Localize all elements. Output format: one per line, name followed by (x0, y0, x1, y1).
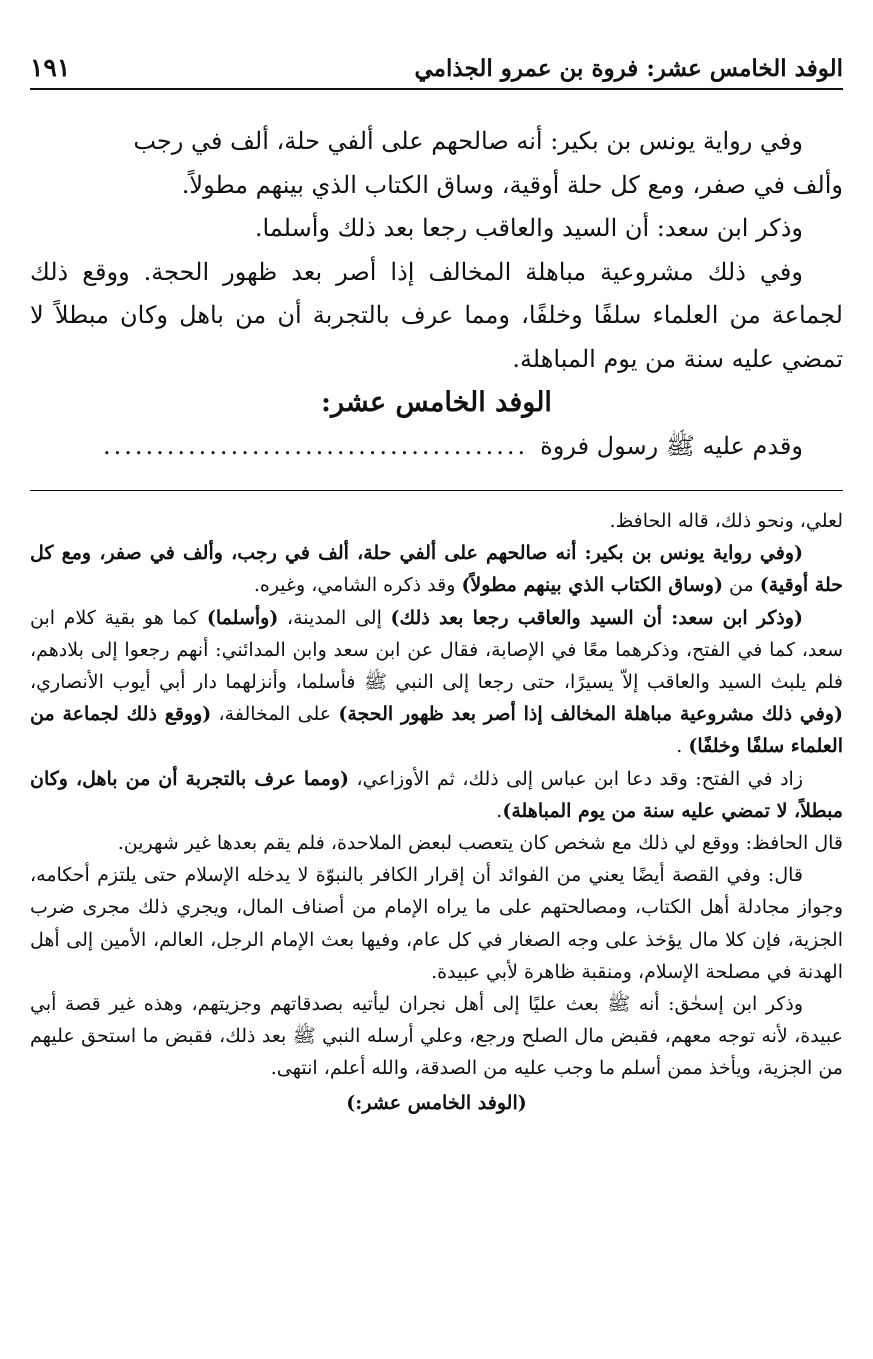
quoted-text: (وأسلما) (206, 606, 279, 629)
commentary-text: من (722, 574, 760, 597)
commentary-para-7: وذكر ابن إسحٰق: أنه ﷺ بعث عليًا إلى أهل نجران ليأتيه بصدقاتهم وجزيتهم، وهذه غير قصة أبي عبيدة، لأنه توجه معهم، فقبض مال الصلح ورجع، وعلي أرسله النبي ﷺ بعد ذلك، فقبض ما استحق عليهم من الجزية، ويأخذ ممن أسلم ما وجب عليه من الصدقة، والله أعلم، انتهى. (30, 993, 843, 1080)
commentary-text: زاد في الفتح: وقد دعا ابن عباس إلى ذلك، ثم الأوزاعي، (349, 767, 804, 790)
commentary-text: على المخالفة، (211, 703, 339, 726)
commentary (30, 505, 843, 1119)
quoted-text: (وفي ذلك مشروعية مباهلة المخالف إذا أصر بعد ظهور الحجة) (338, 703, 843, 726)
footnote-divider (30, 490, 843, 491)
main-paragraph-1b: وألف في صفر، ومع كل حلة أوقية، وساق الكتاب الذي بينهم مطولاً. (181, 170, 843, 199)
commentary-para-5: قال الحافظ: ووقع لي ذلك مع شخص كان يتعصب لبعض الملاحدة، فلم يقم بعدها غير شهرين. (117, 832, 843, 855)
commentary-text: إلى المدينة، (278, 606, 391, 629)
catchline (30, 425, 843, 469)
commentary-text: وقد ذكره الشامي، وغيره. (253, 574, 462, 597)
quoted-text: (ومما عرف بالتجربة أن من باهل، وكان مبطلاً، لا تمضي عليه سنة من يوم المباهلة) (30, 767, 843, 822)
commentary-para-1: لعلي، ونحو ذلك، قاله الحافظ. (609, 510, 843, 532)
section-heading: الوفد الخامس عشر: (321, 387, 552, 418)
commentary-para-3 (30, 602, 843, 763)
catchline-text: وقدم عليه ﷺ رسول فروة (540, 431, 803, 460)
commentary-para-4 (30, 763, 843, 827)
main-text (30, 120, 843, 468)
quoted-text: (وفي رواية يونس بن بكير: أنه صالحهم على ألفي حلة، ألف في رجب، وألف في صفر، ومع كل حلة أوقية) (30, 542, 843, 597)
main-paragraph-3: وفي ذلك مشروعية مباهلة المخالف إذا أصر بعد ظهور الحجة. ووقع ذلك لجماعة من العلماء سلفًا وخلفًا، ومما عرف بالتجربة أن من باهل وكان مبطلاً لا تمضي عليه سنة من يوم المباهلة. (30, 257, 843, 373)
main-paragraph-1a: وفي رواية يونس بن بكير: أنه صالحهم على ألفي حلة، ألف في رجب (133, 127, 803, 155)
main-paragraph-2: وذكر ابن سعد: أن السيد والعاقب رجعا بعد ذلك وأسلما. (254, 214, 803, 242)
page-number: ١٩١ (30, 53, 71, 82)
commentary-para-6: قال: وفي القصة أيضًا يعني من الفوائد أن إقرار الكافر بالنبوّة لا يدخله الإسلام حتى يلتزم أحكامه، وجواز مجادلة أهل الكتاب، ومصالحتهم على ما يراه الإمام من أصناف المال، ويجري ذلك مجرى ضرب الجزية، فإن كلا مال يؤخذ على وجه الصغار في كل عام، وفيها بعث الإمام الرجل، العالم، الأمين إلى أهل الهدنة في مصلحة الإسلام، ومنقبة ظاهرة لأبي عبيدة. (30, 864, 843, 983)
page-header (30, 44, 843, 90)
quoted-text: (ووقع ذلك لجماعة من العلماء سلفًا وخلفًا) (30, 703, 843, 758)
commentary-text: . (676, 735, 689, 758)
catchline-dots: ........................................ (103, 431, 529, 460)
quoted-text: (وساق الكتاب الذي بينهم مطولاً) (461, 574, 723, 597)
commentary-text: . (496, 799, 503, 822)
commentary-end-heading: (الوفد الخامس عشر:) (346, 1091, 527, 1114)
commentary-para-2 (30, 537, 843, 601)
commentary-text: كما هو بقية كلام ابن سعد، كما في الفتح، وذكرهما معًا في الإصابة، فقال عن ابن سعد وابن المدائني: أنهم رجعوا إلى بلادهم، فلم يلبث السيد والعاقب إلاّ يسيرًا، حتى رجعا إلى النبي ﷺ فأسلما، وأنزلهما دار أبي أيوب الأنصاري، (30, 606, 843, 694)
quoted-text: (وذكر ابن سعد: أن السيد والعاقب رجعا بعد ذلك) (390, 606, 804, 629)
running-title: الوفد الخامس عشر: فروة بن عمرو الجذامي (414, 55, 843, 82)
